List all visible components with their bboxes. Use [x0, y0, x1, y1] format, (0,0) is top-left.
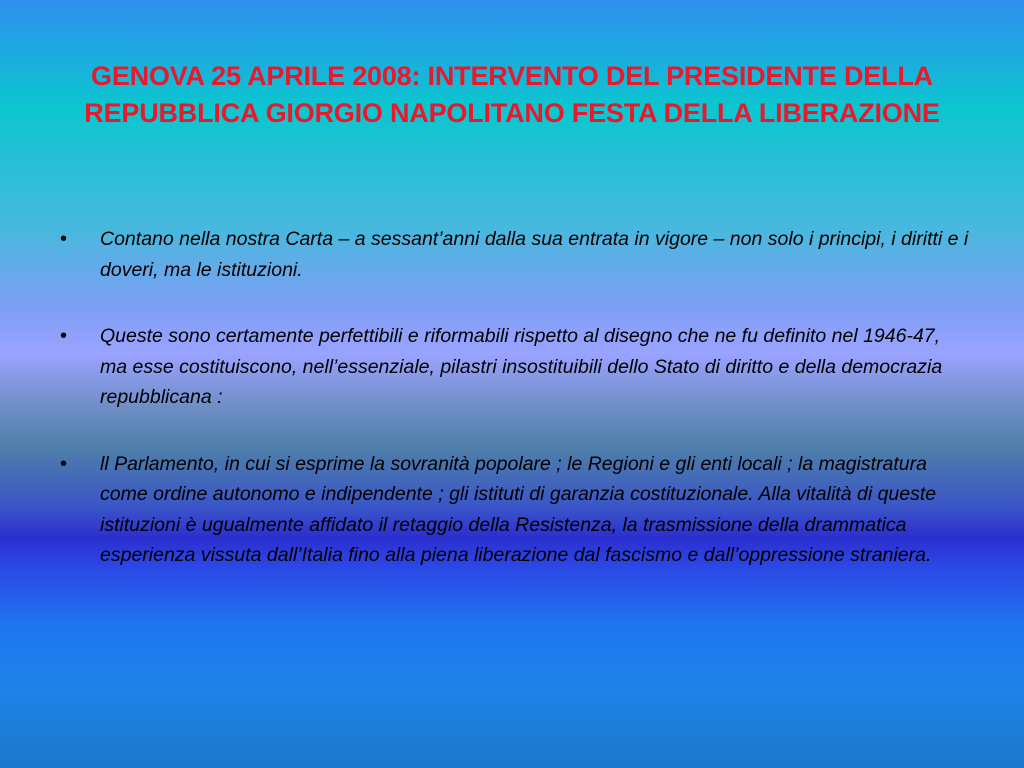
bullet-item [60, 224, 970, 285]
bullet-dot-icon: • [60, 452, 68, 475]
bullet-item [60, 449, 970, 571]
bullet-dot-icon: • [60, 325, 68, 347]
bullet-text: Queste sono certamente perfettibili e riformabili rispetto al disegno che ne fu definito nel 1946-47, ma esse costituiscono, nell’essenziale, pilastri insostituibili dello Stato di diritto e della democrazia repubblicana : [100, 325, 943, 408]
slide-title: GENOVA 25 APRILE 2008: INTERVENTO DEL PRESIDENTE DELLA REPUBBLICA GIORGIO NAPOLITANO FESTA DELLA LIBERAZIONE [84, 61, 940, 128]
bullet-text: ll Parlamento, in cui si esprime la sovranità popolare ; le Regioni e gli enti locali ; la magistratura come ordine autonomo e indipendente ; gli istituti di garanzia costituzionale. Alla vitalità di queste istituzioni è ugualmente affidato il retaggio della Resistenza, la trasmissione della drammatica esperienza vissuta dall’Italia fino alla piena liberazione dal fascismo e dall’oppressione straniera. [100, 452, 937, 566]
bullet-dot-icon: • [60, 228, 68, 250]
bullet-text: Contano nella nostra Carta – a sessant’anni dalla sua entrata in vigore – non solo i principi, i diritti e i doveri, ma le istituzioni. [100, 228, 969, 281]
bullet-item [60, 321, 970, 413]
bullet-list [60, 224, 970, 607]
